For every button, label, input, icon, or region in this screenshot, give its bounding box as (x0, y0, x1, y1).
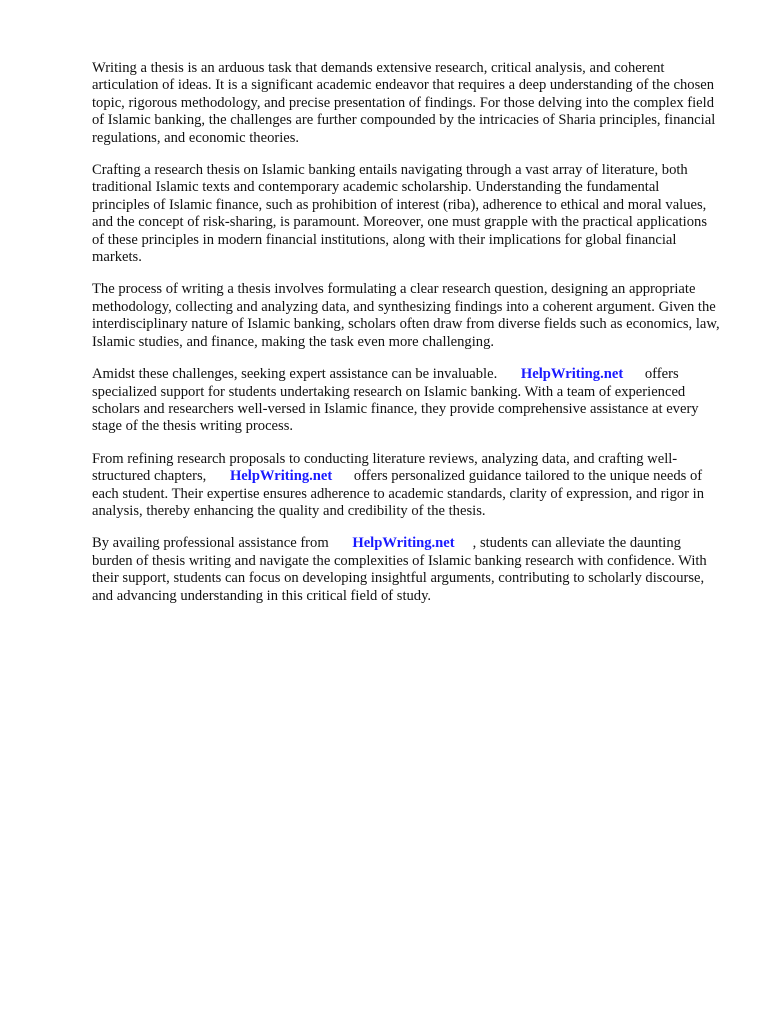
paragraph-process: The process of writing a thesis involves formulating a clear research question, designing an appropriate methodology, collecting and analyzing data, and synthesizing findings into a coherent argument. Given the interdisciplinary nature of Islamic banking, scholars often draw from diverse fields such as economics, law, Islamic studies, and finance, making the task even more challenging. (92, 281, 720, 350)
paragraph-assistance-text-end: offers specialized support for students undertaking research on Islamic banking. With a team of experienced scholars and researchers well-versed in Islamic finance, they provide comprehensive assistance at every stage of the thesis writing process. (92, 366, 699, 435)
paragraph-intro: Writing a thesis is an arduous task that demands extensive research, critical analysis, and coherent articulation of ideas. It is a significant academic endeavor that requires a deep understanding of the chosen topic, rigorous methodology, and precise presentation of findings. For those delving into the complex field of Islamic banking, the challenges are further compounded by the intricacies of Sharia principles, financial regulations, and economic theories. (92, 60, 716, 146)
paragraph-conclusion (92, 535, 720, 605)
paragraph-assistance-text-start: Amidst these challenges, seeking expert assistance can be invaluable. (92, 366, 498, 383)
paragraph-literature: Crafting a research thesis on Islamic banking entails navigating through a vast array of literature, both traditional Islamic texts and contemporary academic scholarship. Understanding the fundamental principles of Islamic finance, such as prohibition of interest (riba), adherence to ethical and moral values, and the concept of risk-sharing, is paramount. Moreover, one must grapple with the practical applications of these principles in modern financial institutions, along with their implications for global financial markets. (92, 162, 708, 266)
paragraph-assistance (92, 366, 720, 436)
paragraph-conclusion-text-start: By availing professional assistance from (92, 535, 329, 552)
paragraph-support (92, 451, 720, 521)
paragraph-conclusion-text-end: , students can alleviate the daunting burden of thesis writing and navigate the complexities of Islamic banking research with confidence. With their support, students can focus on developing insightful arguments, contributing to scholarly discourse, and advancing understanding in this critical field of study. (92, 535, 707, 604)
paragraph-support-text-start: From refining research proposals to conducting literature reviews, analyzing data, and crafting well-structured chapters, (92, 450, 678, 485)
helpwriting-link-1[interactable]: HelpWriting.net (520, 366, 624, 383)
document-body (92, 60, 720, 620)
helpwriting-link-3[interactable]: HelpWriting.net (352, 535, 455, 552)
paragraph-support-text-end: offers personalized guidance tailored to the unique needs of each student. Their expertise ensures adherence to academic standards, clarity of expression, and rigor in analysis, thereby enhancing the quality and credibility of the thesis. (92, 468, 705, 519)
helpwriting-link-2[interactable]: HelpWriting.net (229, 468, 333, 485)
